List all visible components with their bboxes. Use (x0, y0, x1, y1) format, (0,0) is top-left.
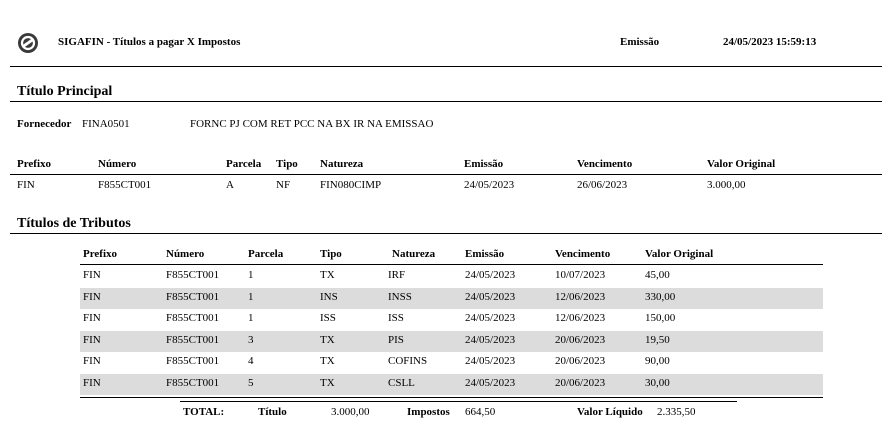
col-natureza: Natureza (392, 248, 436, 260)
col-parcela: Parcela (248, 248, 284, 260)
emission-label: Emissão (620, 36, 660, 48)
cell-numero: F855CT001 (166, 269, 220, 281)
cell-valor: 150,00 (645, 312, 676, 324)
cell-natureza: IRF (388, 269, 406, 281)
col-parcela: Parcela (226, 158, 262, 170)
section-title-principal: Título Principal (17, 84, 113, 99)
col-vencimento: Vencimento (555, 248, 611, 260)
cell-prefixo: FIN (83, 376, 101, 389)
cell-natureza: CSLL (388, 376, 415, 389)
cell-numero: F855CT001 (98, 179, 152, 191)
cell-numero: F855CT001 (166, 290, 220, 303)
cell-vencimento: 12/06/2023 (555, 290, 606, 303)
cell-numero: F855CT001 (166, 312, 220, 324)
tributos-bottom-divider (80, 397, 823, 398)
cell-vencimento: 20/06/2023 (555, 355, 606, 367)
totals-divider (180, 401, 737, 402)
valor-liquido-label: Valor Líquido (577, 406, 643, 418)
cell-emissao: 24/05/2023 (465, 312, 516, 324)
supplier-name: FORNC PJ COM RET PCC NA BX IR NA EMISSAO (190, 118, 434, 130)
cell-natureza: INSS (388, 290, 412, 303)
cell-vencimento: 12/06/2023 (555, 312, 606, 324)
cell-tipo: INS (320, 290, 338, 303)
cell-emissao: 24/05/2023 (465, 376, 516, 389)
cell-tipo: TX (320, 269, 335, 281)
cell-parcela: 1 (248, 290, 254, 303)
emission-datetime: 24/05/2023 15:59:13 (723, 36, 817, 48)
cell-prefixo: FIN (83, 312, 101, 324)
cell-tipo: ISS (320, 312, 336, 324)
cell-prefixo: FIN (83, 269, 101, 281)
cell-parcela: 1 (248, 269, 254, 281)
cell-vencimento: 20/06/2023 (555, 333, 606, 346)
titulo-label: Título (258, 406, 287, 418)
col-emissao: Emissão (464, 158, 504, 170)
col-natureza: Natureza (320, 158, 364, 170)
valor-liquido-value: 2.335,50 (657, 406, 696, 418)
cell-emissao: 24/05/2023 (465, 333, 516, 346)
cell-tipo: TX (320, 333, 335, 346)
col-tipo: Tipo (276, 158, 298, 170)
header-divider (10, 66, 882, 67)
cell-tipo: TX (320, 376, 335, 389)
col-prefixo: Prefixo (83, 248, 118, 260)
cell-tipo: TX (320, 355, 335, 367)
cell-parcela: A (226, 179, 234, 191)
section-divider-principal (10, 101, 882, 102)
cell-emissao: 24/05/2023 (465, 355, 516, 367)
cell-emissao: 24/05/2023 (465, 269, 516, 281)
col-valor-original: Valor Original (707, 158, 776, 170)
cell-natureza: COFINS (388, 355, 428, 367)
col-emissao: Emissão (465, 248, 505, 260)
cell-valor: 45,00 (645, 269, 670, 281)
cell-parcela: 5 (248, 376, 254, 389)
cell-natureza: PIS (388, 333, 404, 346)
cell-prefixo: FIN (83, 290, 101, 303)
cell-parcela: 4 (248, 355, 254, 367)
cell-emissao: 24/05/2023 (465, 290, 516, 303)
cell-valor: 3.000,00 (707, 179, 746, 191)
col-numero: Número (98, 158, 137, 170)
cell-valor: 19,50 (645, 333, 670, 346)
tributos-header-divider (80, 264, 823, 265)
titulo-value: 3.000,00 (331, 406, 370, 418)
cell-parcela: 3 (248, 333, 254, 346)
totvs-logo-icon (17, 32, 39, 54)
cell-numero: F855CT001 (166, 355, 220, 367)
cell-tipo: NF (276, 179, 291, 191)
col-tipo: Tipo (320, 248, 342, 260)
supplier-code: FINA0501 (82, 118, 130, 130)
total-label: TOTAL: (183, 406, 225, 418)
cell-valor: 30,00 (645, 376, 670, 389)
cell-vencimento: 10/07/2023 (555, 269, 606, 281)
report-title: SIGAFIN - Títulos a pagar X Impostos (58, 36, 241, 48)
cell-prefixo: FIN (83, 333, 101, 346)
cell-numero: F855CT001 (166, 376, 220, 389)
cell-valor: 330,00 (645, 290, 676, 303)
section-divider-tributos (10, 233, 882, 234)
cell-vencimento: 26/06/2023 (577, 179, 628, 191)
principal-header-divider (10, 174, 882, 175)
cell-parcela: 1 (248, 312, 254, 324)
section-title-tributos: Títulos de Tributos (17, 216, 131, 231)
cell-natureza: ISS (388, 312, 404, 324)
cell-emissao: 24/05/2023 (464, 179, 515, 191)
impostos-label: Impostos (407, 406, 450, 418)
impostos-value: 664,50 (465, 406, 496, 418)
col-vencimento: Vencimento (577, 158, 633, 170)
cell-prefixo: FIN (83, 355, 101, 367)
cell-vencimento: 20/06/2023 (555, 376, 606, 389)
col-valor-original: Valor Original (645, 248, 714, 260)
cell-prefixo: FIN (17, 179, 35, 191)
cell-natureza: FIN080CIMP (320, 179, 382, 191)
cell-valor: 90,00 (645, 355, 670, 367)
cell-numero: F855CT001 (166, 333, 220, 346)
col-numero: Número (166, 248, 205, 260)
col-prefixo: Prefixo (17, 158, 52, 170)
supplier-label: Fornecedor (17, 118, 72, 130)
